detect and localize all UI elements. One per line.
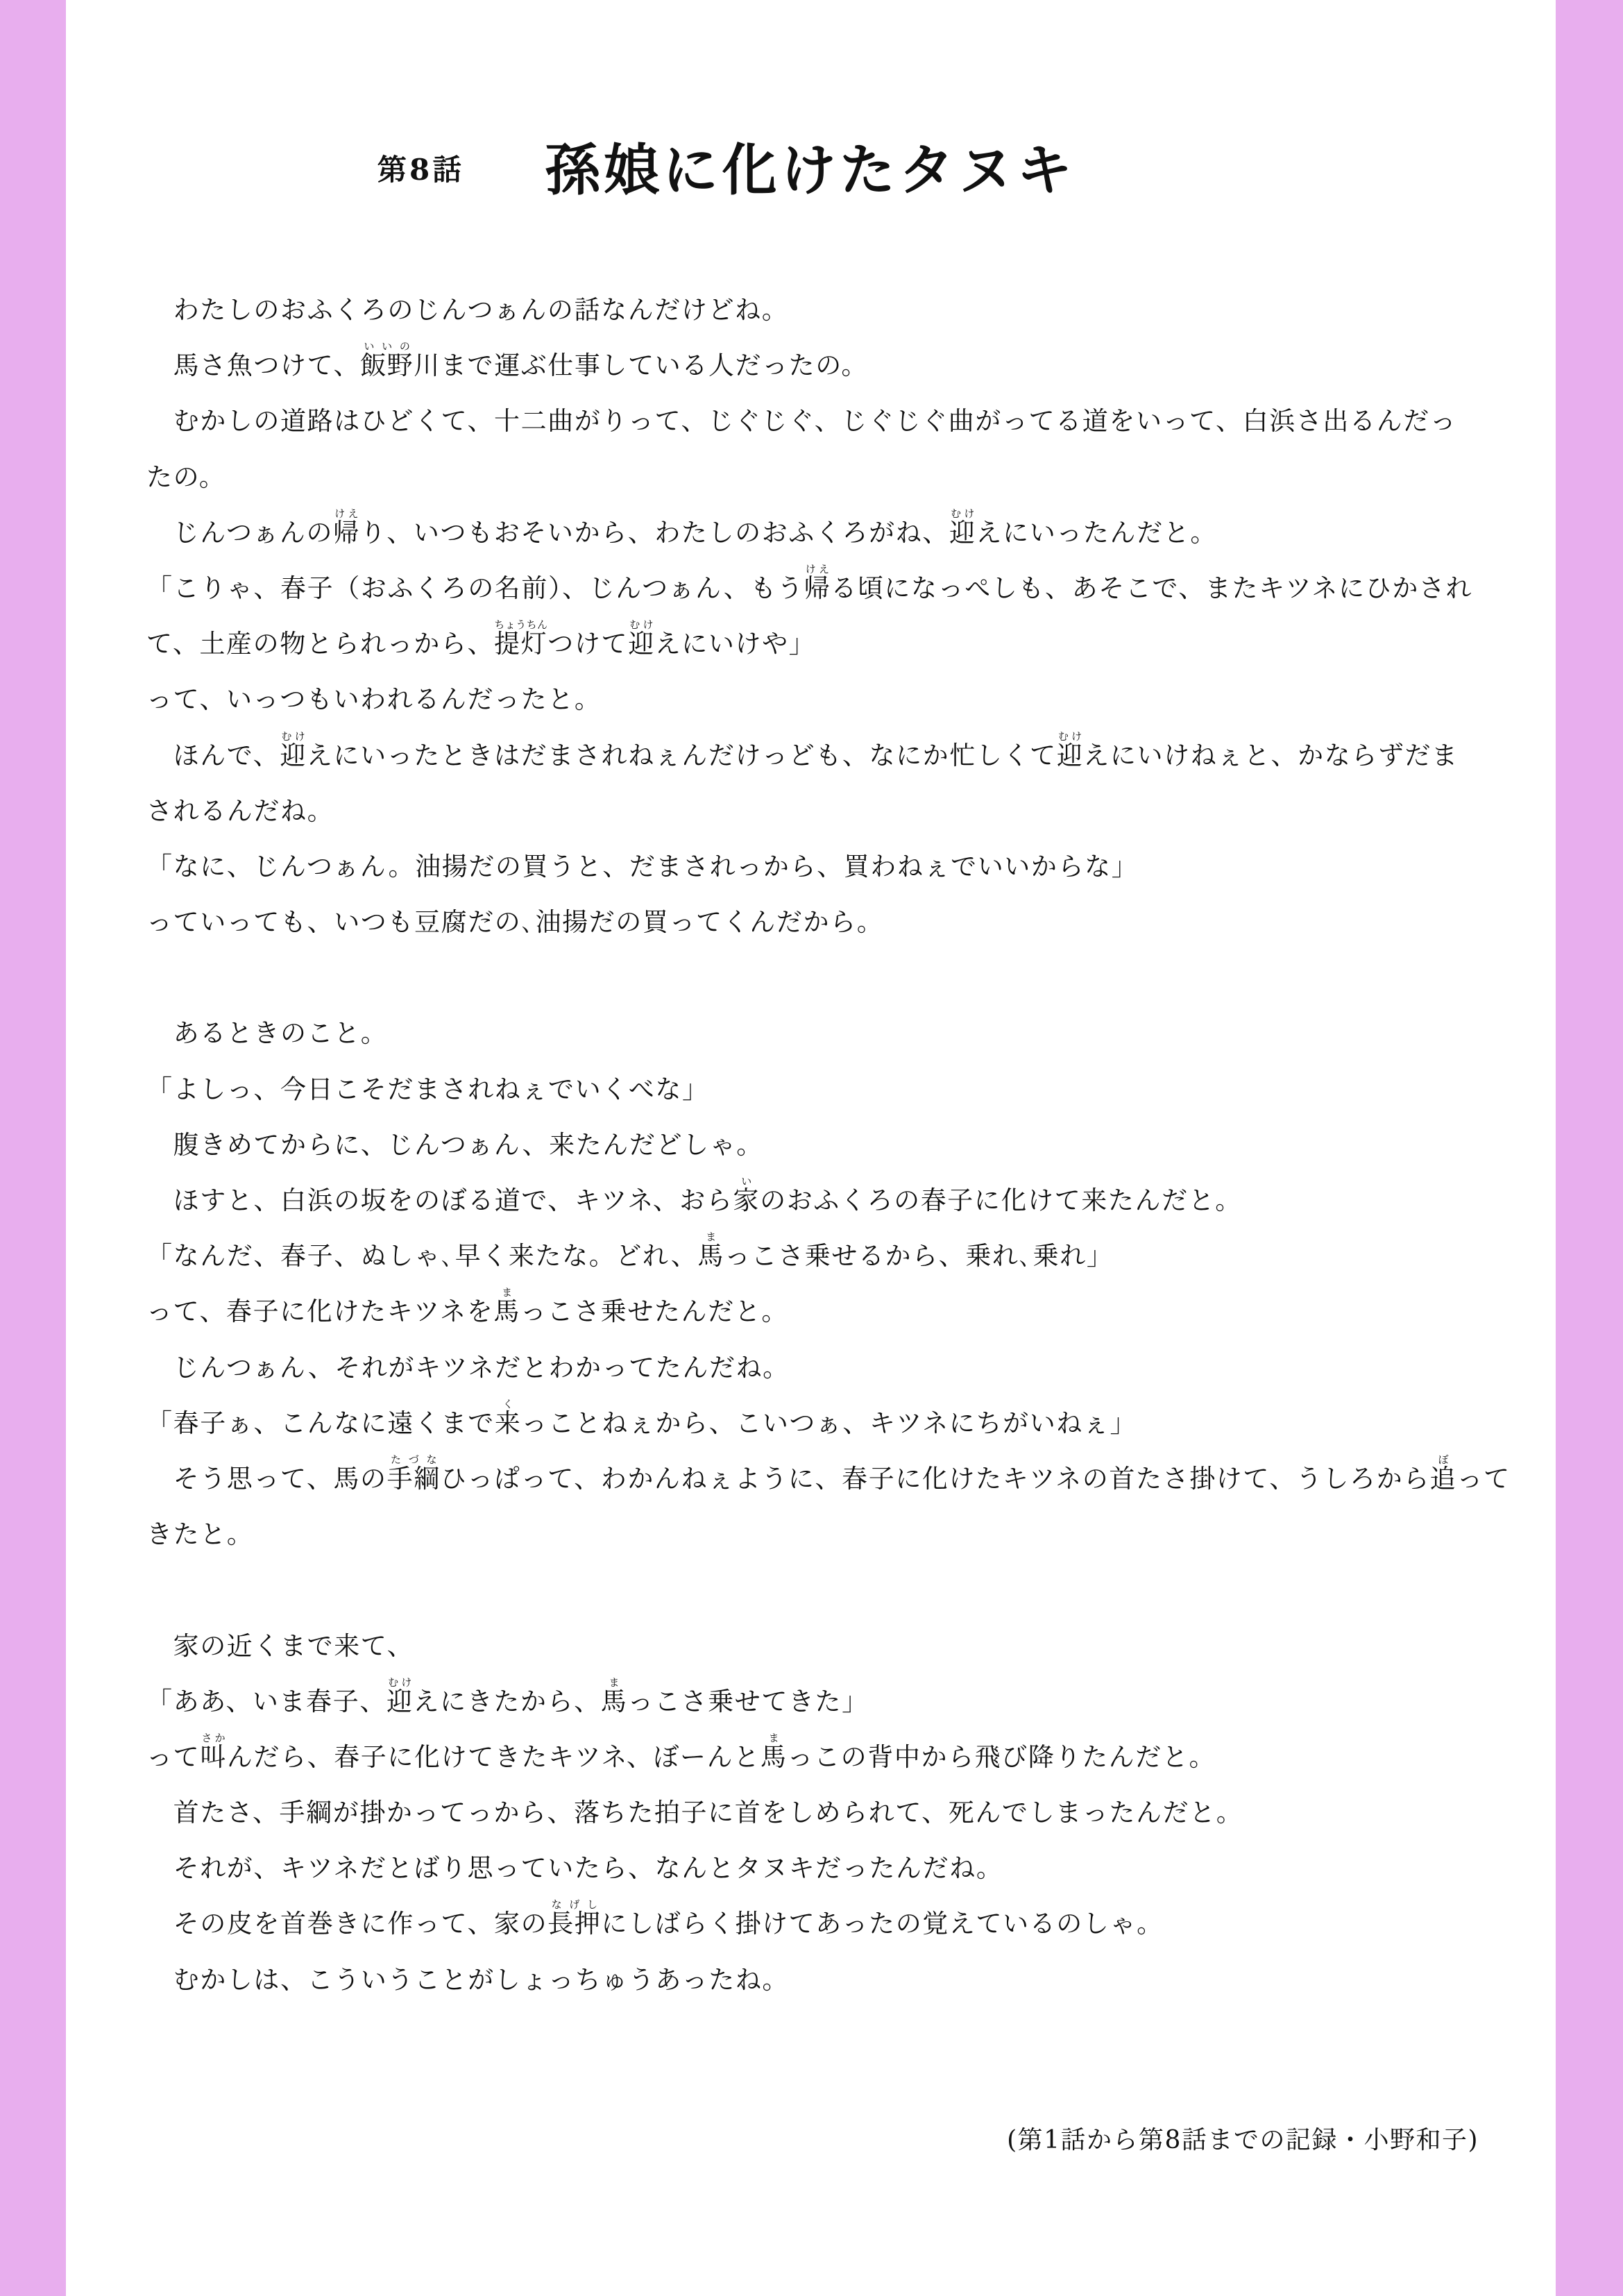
text-run: って	[1456, 1463, 1511, 1494]
ruby-word	[628, 618, 655, 659]
text-run: むかしは、こういうことがしょっちゅうあったね。	[146, 1964, 790, 1995]
ruby-reading: いいの	[360, 340, 414, 353]
text-run: 「なに、じんつぁん。油揚だの買うと、だまされっから、買わねぇでいいからな」	[146, 851, 1139, 881]
text-line	[146, 338, 1527, 394]
text-run: ひっぱって、わかんねぇように、春子に化けたキツネの首たさ掛けて、うしろから	[440, 1463, 1430, 1494]
text-run: えにきたから、	[413, 1686, 601, 1716]
ruby-reading: むけ	[628, 618, 655, 632]
text-run: 「よしっ、今日こそだまされねぇでいくべな」	[146, 1074, 709, 1104]
ruby-base: 迎	[628, 629, 655, 659]
ruby-reading: ま	[697, 1231, 724, 1244]
text-run: ほんで、	[146, 740, 280, 770]
ruby-base: 迎	[280, 740, 307, 770]
ruby-base: 迎	[1056, 740, 1084, 770]
text-run: そう思って、馬の	[146, 1463, 387, 1494]
ruby-base: 帰	[804, 573, 831, 603]
ruby-reading: けえ	[333, 507, 360, 520]
text-run: 「ああ、いま春子、	[146, 1686, 386, 1716]
ruby-base: 迎	[949, 517, 976, 548]
text-run: って、いっつもいわれるんだったと。	[146, 684, 602, 715]
text-run: つけて	[547, 629, 629, 659]
text-line	[146, 1396, 1527, 1451]
text-run: 家の近くまで来て、	[146, 1630, 414, 1661]
text-line	[146, 1006, 1527, 1061]
text-run: 川まで運ぶ仕事している人だったの。	[414, 351, 868, 381]
text-line	[146, 1785, 1527, 1841]
ruby-base: 長押	[547, 1909, 602, 1939]
text-line	[146, 282, 1527, 338]
ruby-base: 提灯	[494, 629, 548, 659]
ruby-base: 叫	[200, 1741, 227, 1772]
text-run: あるときのこと。	[146, 1018, 388, 1049]
ruby-word	[1429, 1453, 1457, 1494]
text-run: り、いつもおそいから、わたしのおふくろがね、	[359, 517, 949, 548]
text-run: たの。	[146, 462, 226, 492]
text-line	[146, 394, 1527, 449]
ruby-word	[360, 340, 414, 381]
text-run: っこさ乗せたんだと。	[520, 1297, 788, 1327]
text-run: って	[146, 1741, 201, 1772]
text-run: その皮を首巻きに作って、家の	[146, 1909, 548, 1939]
text-run: わたしのおふくろのじんつぁんの話なんだけどね。	[146, 295, 789, 325]
text-run: 「こりゃ、春子（おふくろの名前）、じんつぁん、もう	[146, 573, 804, 603]
ruby-base: 馬	[760, 1741, 788, 1772]
text-run: ほすと、白浜の坂をのぼる道で、キツネ、おら	[146, 1185, 733, 1215]
ruby-word	[804, 562, 831, 603]
ruby-base: 飯野	[360, 351, 414, 381]
blank-line	[146, 1562, 1527, 1618]
ruby-word	[697, 1231, 724, 1272]
text-line	[146, 784, 1527, 839]
ruby-word	[733, 1175, 760, 1215]
text-line	[146, 1062, 1527, 1117]
text-line	[146, 1730, 1527, 1785]
text-run: て、土産の物とられっから、	[146, 629, 495, 659]
ruby-word	[386, 1453, 441, 1494]
ruby-reading: むけ	[949, 507, 976, 520]
ruby-base: 家	[733, 1185, 760, 1215]
text-run: えにいったんだと。	[976, 517, 1217, 548]
text-run: じんつぁんの	[146, 517, 334, 548]
text-run: きたと。	[146, 1519, 254, 1550]
text-run: むかしの道路はひどくて、十二曲がりって、じぐじぐ、じぐじぐ曲がってる道をいって、白浜さ出るんだっ	[146, 406, 1457, 437]
ruby-word	[600, 1675, 628, 1716]
ruby-base: 来	[494, 1408, 522, 1438]
text-line	[146, 1674, 1527, 1730]
episode-number: 第8話	[377, 153, 465, 187]
text-run: えにいったときはだまされねぇんだけっども、なにか忙しくて	[306, 740, 1057, 770]
text-run: 「なんだ、春子、ぬしゃ､早く来たな。どれ、	[146, 1241, 698, 1272]
text-run: されるんだね。	[146, 795, 334, 826]
ruby-word	[760, 1731, 788, 1772]
ruby-reading: い	[733, 1175, 760, 1188]
ruby-base: 手綱	[386, 1463, 441, 1494]
text-run: っことねぇから、こいつぁ、キツネにちがいねぇ」	[521, 1408, 1137, 1438]
ruby-base: 馬	[600, 1686, 628, 1716]
ruby-word	[200, 1731, 227, 1772]
ruby-reading: むけ	[386, 1675, 414, 1689]
text-run: のおふくろの春子に化けて来たんだと。	[760, 1185, 1242, 1215]
text-line	[146, 1340, 1527, 1396]
ruby-reading: く	[494, 1397, 522, 1410]
text-run: っこの背中から飛び降りたんだと。	[787, 1741, 1216, 1772]
ruby-reading: ちょうちん	[494, 618, 548, 632]
ruby-base: 追	[1429, 1463, 1457, 1494]
text-run: それが、キツネだとばり思っていたら、なんとタヌキだったんだね。	[146, 1853, 1003, 1884]
ruby-word	[1056, 729, 1084, 770]
text-run: る頃になっぺしも、あそこで、またキツネにひかされ	[831, 573, 1473, 603]
ruby-word	[333, 507, 360, 548]
text-line	[146, 895, 1527, 950]
ruby-word	[949, 507, 976, 548]
ruby-reading: なげし	[547, 1898, 602, 1911]
right-border-stripe	[1556, 0, 1623, 2296]
ruby-reading: むけ	[1056, 729, 1084, 743]
text-run: 腹きめてからに、じんつぁん、来たんだどしゃ。	[146, 1129, 763, 1160]
ruby-base: 帰	[333, 517, 360, 548]
ruby-reading: けえ	[804, 562, 831, 575]
text-run: っこさ乗せるから、乗れ､乗れ」	[724, 1241, 1114, 1272]
text-line	[146, 505, 1527, 561]
text-line	[146, 1896, 1527, 1952]
text-run: じんつぁん、それがキツネだとわかってたんだね。	[146, 1352, 790, 1383]
text-line	[146, 1117, 1527, 1173]
text-line	[146, 1284, 1527, 1340]
blank-line	[146, 950, 1527, 1006]
ruby-word	[386, 1675, 414, 1716]
text-run: 首たさ、手綱が掛かってっから、落ちた拍子に首をしめられて、死んでしまったんだと。	[146, 1798, 1243, 1828]
ruby-reading: ま	[760, 1731, 788, 1744]
text-run: んだら、春子に化けてきたキツネ、ぼーんと	[226, 1741, 760, 1772]
text-line	[146, 672, 1527, 727]
ruby-word	[493, 1286, 520, 1327]
text-line	[146, 839, 1527, 895]
credit-line: (第1話から第8話までの記録・小野和子)	[1007, 2126, 1479, 2154]
ruby-word	[494, 1397, 522, 1438]
ruby-base: 馬	[493, 1297, 520, 1327]
ruby-reading: さか	[200, 1731, 227, 1744]
text-run: っていっても、いつも豆腐だの､油揚だの買ってくんだから。	[146, 907, 884, 938]
ruby-reading: たづな	[386, 1453, 441, 1466]
text-line	[146, 1841, 1527, 1896]
ruby-reading: むけ	[280, 729, 307, 743]
ruby-reading: ま	[493, 1286, 520, 1299]
text-run: 「春子ぁ、こんなに遠くまで	[146, 1408, 495, 1438]
text-run: 馬さ魚つけて、	[146, 351, 361, 381]
story-title: 孫娘に化けたタヌキ	[545, 137, 1076, 203]
text-line	[146, 728, 1527, 784]
text-line	[146, 616, 1527, 672]
ruby-word	[280, 729, 307, 770]
left-border-stripe	[0, 0, 66, 2296]
ruby-reading: ぼ	[1429, 1453, 1457, 1466]
ruby-word	[494, 618, 548, 659]
text-run: っこさ乗せてきた」	[627, 1686, 869, 1716]
text-run: えにいけねぇと、かならずだま	[1083, 740, 1459, 770]
ruby-reading: ま	[600, 1675, 628, 1689]
text-run: って、春子に化けたキツネを	[146, 1297, 494, 1327]
text-line	[146, 1173, 1527, 1229]
ruby-base: 馬	[697, 1241, 724, 1272]
story-body	[146, 282, 1527, 2008]
text-line	[146, 1229, 1527, 1284]
text-line	[146, 1507, 1527, 1562]
ruby-base: 迎	[386, 1686, 414, 1716]
ruby-word	[547, 1898, 602, 1939]
text-run: えにいけや」	[654, 629, 816, 659]
text-line	[146, 1451, 1527, 1507]
text-line	[146, 1619, 1527, 1674]
text-run: にしばらく掛けてあったの覚えているのしゃ。	[601, 1909, 1164, 1939]
text-line	[146, 450, 1527, 505]
text-line	[146, 561, 1527, 616]
text-line	[146, 1952, 1527, 2008]
